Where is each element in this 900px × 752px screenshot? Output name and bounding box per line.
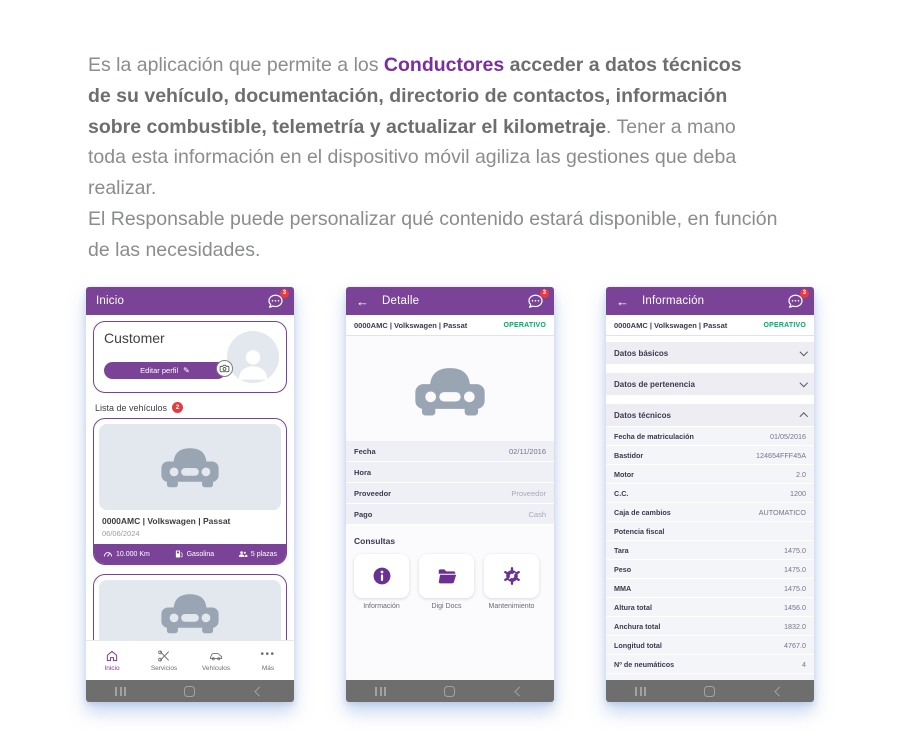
row-label: Fecha de matriculación [614,431,694,441]
field-row-fecha[interactable] [346,441,554,462]
status-badge: OPERATIVO [503,321,546,329]
intro-line: El Responsable puede personalizar qué contenido estará disponible, en función [88,207,778,230]
car-icon [410,363,490,420]
folder-icon [436,565,458,587]
nav-item-vehiculos[interactable] [190,641,242,680]
intro-line [88,112,848,143]
detalle-title: Detalle [382,295,420,307]
vehicle-subheader [346,315,554,336]
android-home-button[interactable] [155,686,224,697]
intro-bold: acceder a datos técnicos [504,54,742,76]
accordion-label: Datos técnicos [614,410,671,420]
intro-line: realizar. [88,177,157,200]
intro-regular: . Tener a mano [606,115,736,138]
intro-line [88,50,848,81]
android-back-button[interactable] [225,688,294,695]
notification-badge: 3 [800,289,810,299]
car-icon [157,590,223,637]
edit-profile-label: Editar perfil [140,366,179,375]
row-value: 4767.0 [784,640,806,650]
row-label: Anchura total [614,621,661,631]
row-value: 2.0 [796,469,806,479]
person-icon [232,343,274,383]
ellipsis-icon: ••• [260,649,276,660]
tech-data-list [606,427,814,693]
nav-item-inicio[interactable] [86,641,138,680]
accordion-label: Datos de pertenencia [614,379,695,389]
chevron-down-icon [799,379,807,387]
avatar [227,331,279,383]
row-label: Longitud total [614,640,662,650]
field-value: Proveedor [511,488,546,498]
recents-icon [635,687,646,696]
data-row [606,655,814,674]
field-row-pago[interactable] [346,504,554,525]
data-row [606,503,814,522]
chat-button[interactable] [527,290,546,310]
tile-button[interactable] [354,554,409,598]
field-list [346,441,554,525]
bottom-nav [86,640,294,680]
nav-label: Inicio [104,665,120,672]
field-value: Cash [528,509,546,519]
camera-icon [219,363,230,374]
accordion-datos-tecnicos[interactable] [606,404,814,426]
field-row-proveedor[interactable] [346,483,554,504]
nav-item-mas[interactable] [242,641,294,680]
chat-button[interactable] [787,290,806,310]
vehicle-line: 0000AMC | Volkswagen | Passat [614,320,728,330]
nav-label: Servicios [150,665,178,672]
intro-line: toda esta información en el dispositivo móvil agiliza las gestiones que deba [88,146,737,169]
change-photo-button[interactable] [216,360,233,377]
customer-card [93,321,287,393]
data-row [606,579,814,598]
row-label: Potencia fiscal [614,526,665,536]
row-label: Tara [614,545,629,555]
row-value: 1832.0 [784,621,806,631]
accordion-label: Datos básicos [614,348,669,358]
vehicle-subheader [606,315,814,336]
info-icon [371,565,393,587]
android-nav-bar [346,680,554,702]
tile-informacion[interactable] [354,554,409,610]
nav-label: Más [261,665,275,672]
vehicle-image [99,580,281,646]
data-row [606,560,814,579]
home-square-icon [444,686,455,697]
accordion-datos-basicos[interactable] [606,342,814,364]
home-square-icon [704,686,715,697]
stat-fuel [174,549,215,559]
back-arrow[interactable]: ← [616,293,629,309]
home-square-icon [184,686,195,697]
row-label: C.C. [614,488,629,498]
intro-bold: sobre combustible, telemetría y actualizar el kilometraje [88,115,607,138]
back-chevron-icon [255,686,264,695]
intro-regular: Es la aplicación que permite a los [88,54,384,76]
android-recents-button[interactable] [606,687,675,696]
back-chevron-icon [515,686,524,695]
vehicle-list-header [95,402,285,413]
car-side-icon [209,649,223,663]
chevron-down-icon [799,348,807,356]
row-value: 1475.0 [784,545,806,555]
vehicle-stats-bar [94,544,286,564]
detalle-body [346,336,554,680]
back-chevron-icon [775,686,784,695]
stat-fuel-label: Gasolina [186,550,215,558]
back-arrow[interactable]: ← [356,293,369,309]
row-label: Motor [614,469,634,479]
nav-label: Vehículos [201,665,231,672]
seats-icon [238,549,248,559]
accordion-datos-pertenencia[interactable] [606,373,814,395]
vehicle-count-badge: 2 [172,402,183,413]
data-row [606,598,814,617]
intro-line: de su vehículo, documentación, directorio de contactos, información [88,84,728,107]
customer-name: Customer [104,330,165,346]
row-value: AUTOMATICO [758,507,806,517]
stat-km [103,549,150,559]
data-row [606,522,814,541]
field-label: Fecha [354,446,376,456]
nav-item-servicios[interactable] [138,641,190,680]
data-row [606,465,814,484]
tools-icon [157,649,171,663]
android-back-button[interactable] [485,688,554,695]
pencil-icon: ✎ [183,366,190,375]
vehicle-line: 0000AMC | Volkswagen | Passat [354,320,468,330]
stat-seats [238,549,277,559]
consultas-label: Consultas [354,536,396,546]
tile-digidocs[interactable] [419,554,474,610]
row-label: Nº de neumáticos [614,659,675,669]
status-badge: OPERATIVO [763,321,806,329]
informacion-header [606,287,814,315]
vehicle-plate-line: 0000AMC | Volkswagen | Passat [102,516,231,526]
informacion-body [606,336,814,702]
edit-profile-button[interactable] [104,362,226,379]
tile-label: Digi Docs [431,603,462,610]
gauge-icon [103,549,113,559]
tile-label: Mantenimiento [488,603,535,610]
tile-label: Información [363,603,400,610]
row-value: 124654FFF45A [756,450,806,460]
stat-km-label: 10.000 Km [116,550,150,558]
data-row [606,636,814,655]
android-back-button[interactable] [745,688,814,695]
notification-badge: 3 [540,289,550,299]
fuel-pump-icon [174,549,184,559]
row-label: MMA [614,583,632,593]
android-recents-button[interactable] [346,687,415,696]
intro-highlight-conductores: Conductores [383,54,505,76]
consultas-tiles [346,554,554,610]
recents-icon [115,687,126,696]
android-nav-bar [86,680,294,702]
informacion-title: Información [642,295,705,307]
row-value: 4 [802,659,806,669]
data-row [606,541,814,560]
notification-badge: 3 [280,289,290,299]
data-row [606,484,814,503]
row-value: 1456.0 [784,602,806,612]
inicio-title: Inicio [96,295,125,307]
chevron-up-icon [799,413,807,421]
home-icon [105,649,119,663]
phone-informacion [606,287,814,702]
phone-detalle [346,287,554,702]
gear-wrench-icon [501,565,523,587]
android-recents-button[interactable] [86,687,155,696]
data-row [606,617,814,636]
data-row [606,427,814,446]
row-value: 1200 [790,488,806,498]
field-label: Hora [354,467,372,477]
row-value: 01/05/2016 [770,431,806,441]
tile-button[interactable] [419,554,474,598]
vehicle-image [99,424,281,510]
phone-inicio [86,287,294,702]
chat-button[interactable] [267,290,286,310]
row-value: 1475.0 [784,583,806,593]
tile-mantenimiento[interactable] [484,554,539,610]
tile-button[interactable] [484,554,539,598]
field-value: 02/11/2016 [509,446,546,456]
field-label: Proveedor [354,488,392,498]
stat-seats-label: 5 plazas [250,550,277,558]
row-value: 1475.0 [784,564,806,574]
vehicle-date: 06/06/2024 [102,529,140,538]
vehicle-image [346,336,554,441]
vehicle-card[interactable] [93,418,287,565]
row-label: Peso [614,564,632,574]
vehicle-list-label: Lista de vehículos [95,402,168,413]
data-row [606,446,814,465]
inicio-header [86,287,294,315]
android-nav-bar [606,680,814,702]
car-icon [157,444,223,491]
android-home-button[interactable] [675,686,744,697]
row-label: Bastidor [614,450,644,460]
field-row-hora[interactable] [346,462,554,483]
android-home-button[interactable] [415,686,484,697]
intro-text [88,50,848,266]
field-label: Pago [354,509,373,519]
detalle-header [346,287,554,315]
row-label: Altura total [614,602,652,612]
intro-line: de las necesidades. [88,238,261,261]
row-label: Caja de cambios [614,507,671,517]
recents-icon [375,687,386,696]
